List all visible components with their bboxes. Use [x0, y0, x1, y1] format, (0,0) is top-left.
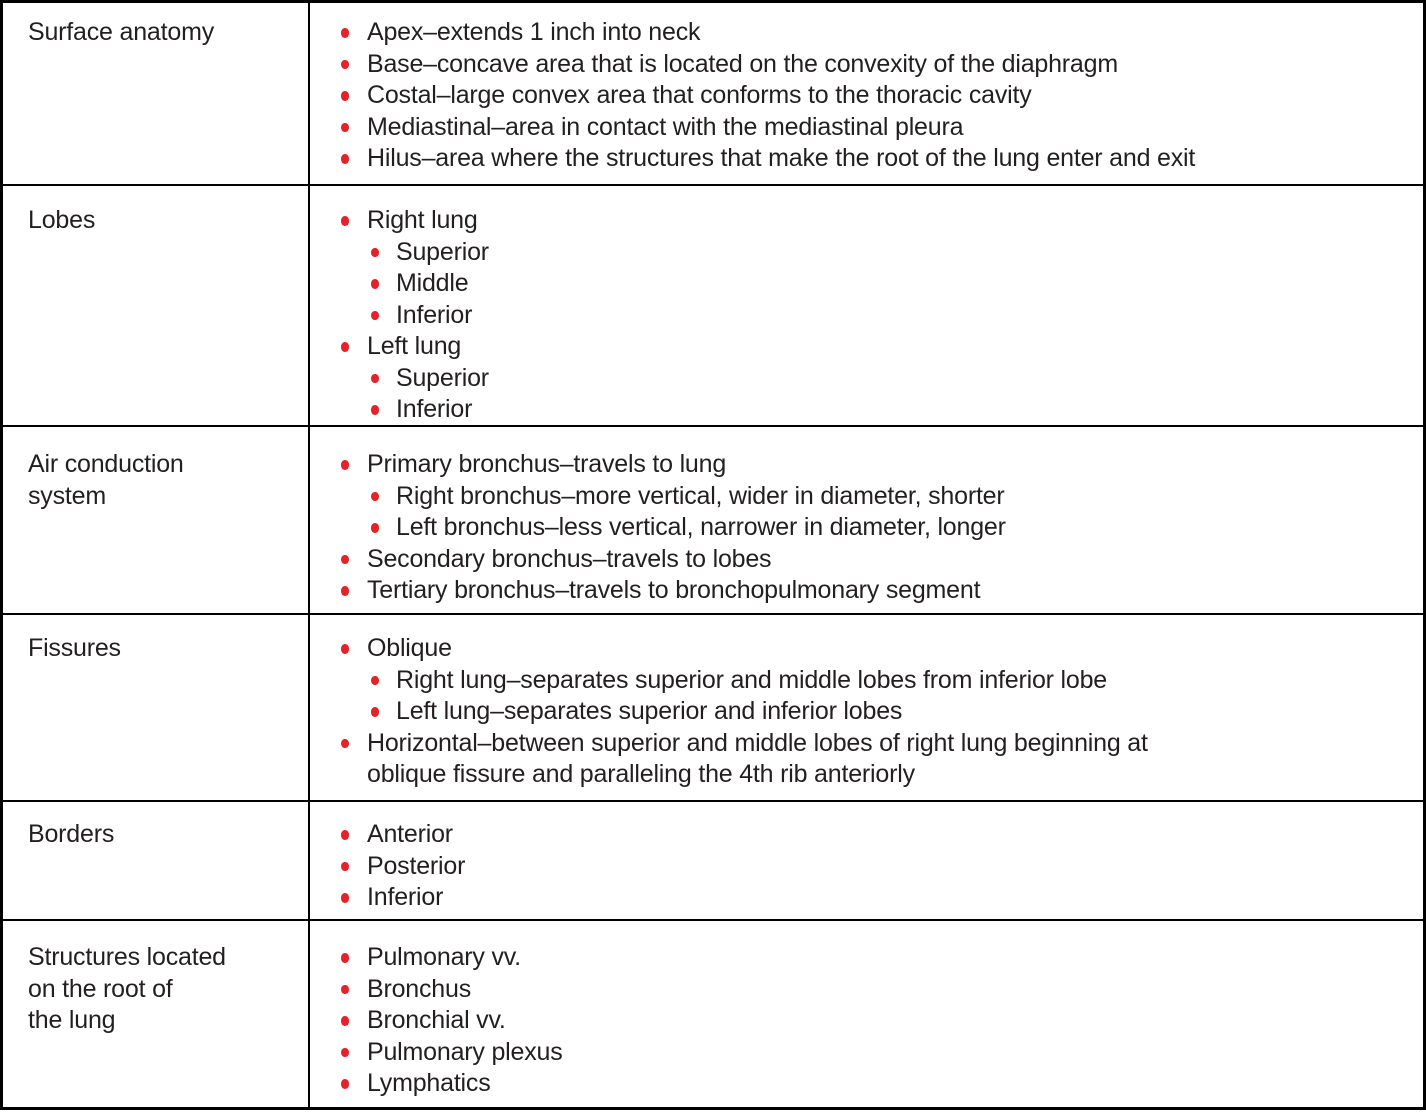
list-item-line: Inferior: [396, 395, 473, 423]
list-item: [310, 1068, 1423, 1100]
list-item-text: [367, 819, 1423, 851]
list-item: [310, 49, 1423, 81]
list-item-text: [396, 268, 1423, 300]
bullet-icon: [341, 28, 349, 38]
list-item: [310, 1005, 1423, 1037]
bullet-list: [310, 17, 1423, 175]
list-item-line: Costal–large convex area that conforms to the thoracic cavity: [367, 81, 1032, 109]
bullet-icon: [341, 460, 349, 470]
list-item-text: [367, 974, 1423, 1006]
bullet-icon: [341, 91, 349, 101]
bullet-icon: [341, 985, 349, 995]
table-row: [3, 919, 1423, 1107]
list-item-line: Right lung–separates superior and middle lobes from inferior lobe: [396, 665, 1108, 694]
row-label-cell: [3, 427, 310, 613]
list-item-line: Bronchus: [367, 974, 472, 1003]
bullet-list: [310, 633, 1423, 791]
row-label-cell: [3, 802, 310, 919]
list-item: [310, 728, 1423, 791]
list-item: [310, 112, 1423, 144]
list-item-line: Tertiary bronchus–travels to bronchopulmonary segment: [367, 576, 981, 604]
bullet-icon: [341, 216, 349, 226]
list-item-line: Superior: [396, 237, 489, 266]
list-item-text: [396, 512, 1423, 544]
list-item-line: Mediastinal–area in contact with the mediastinal pleura: [367, 112, 964, 141]
list-item-text: [396, 300, 1423, 332]
list-item: [310, 481, 1423, 513]
bullet-icon: [341, 1048, 349, 1058]
row-label-cell: [3, 615, 310, 800]
list-item-text: [367, 49, 1423, 81]
bullet-icon: [371, 523, 379, 533]
list-item: [310, 1037, 1423, 1069]
bullet-icon: [341, 830, 349, 840]
list-item-text: [396, 665, 1423, 697]
row-content-cell: [310, 921, 1423, 1107]
row-content-cell: [310, 615, 1423, 800]
bullet-icon: [371, 311, 379, 321]
bullet-icon: [341, 862, 349, 872]
list-item: [310, 544, 1423, 576]
list-item: [310, 237, 1423, 269]
list-item-text: [396, 363, 1423, 395]
list-item-line: Pulmonary plexus: [367, 1037, 563, 1066]
list-item-line: Left lung–separates superior and inferior lobes: [396, 697, 903, 725]
bullet-icon: [341, 342, 349, 352]
list-item: [310, 80, 1423, 112]
list-item-line: Left lung: [367, 332, 462, 360]
row-label: on the root of: [28, 974, 173, 1003]
list-item-text: [367, 1068, 1423, 1100]
list-item-line: Bronchial vv.: [367, 1006, 506, 1034]
list-item-line: Left bronchus–less vertical, narrower in diameter, longer: [396, 513, 1006, 541]
list-item-line: Base–concave area that is located on the convexity of the diaphragm: [367, 49, 1118, 78]
table-row: [3, 425, 1423, 613]
list-item: [310, 575, 1423, 607]
list-item: [310, 449, 1423, 481]
list-item-text: [367, 728, 1423, 791]
row-label: Air conduction: [28, 450, 184, 478]
list-item: [310, 205, 1423, 237]
bullet-icon: [371, 676, 379, 686]
list-item-line: Lymphatics: [367, 1069, 491, 1097]
list-item-text: [367, 851, 1423, 883]
list-item-text: [367, 112, 1423, 144]
row-label-cell: [3, 186, 310, 425]
list-item-line: Primary bronchus–travels to lung: [367, 450, 727, 478]
list-item-line: Apex–extends 1 inch into neck: [367, 18, 701, 46]
list-item: [310, 633, 1423, 665]
list-item: [310, 819, 1423, 851]
table-row: [3, 3, 1423, 184]
list-item-text: [367, 205, 1423, 237]
list-item-text: [367, 544, 1423, 576]
list-item-line: Oblique: [367, 634, 452, 662]
row-label: Structures located: [28, 943, 226, 971]
row-label: Surface anatomy: [28, 18, 214, 46]
table-row: [3, 613, 1423, 800]
row-content-cell: [310, 186, 1423, 425]
list-item-text: [367, 633, 1423, 665]
list-item-line: Anterior: [367, 820, 453, 848]
list-item: [310, 394, 1423, 425]
bullet-icon: [341, 1079, 349, 1089]
bullet-icon: [371, 374, 379, 384]
table-row: [3, 184, 1423, 425]
list-item-text: [396, 237, 1423, 269]
list-item-text: [367, 449, 1423, 481]
bullet-list: [310, 205, 1423, 425]
bullet-icon: [371, 248, 379, 258]
list-item-line: Horizontal–between superior and middle lobes of right lung beginning at: [367, 728, 1148, 757]
bullet-icon: [341, 555, 349, 565]
list-item-line: Posterior: [367, 851, 466, 880]
bullet-list: [310, 942, 1423, 1100]
list-item: [310, 143, 1423, 175]
list-item-line: Right bronchus–more vertical, wider in diameter, shorter: [396, 481, 1005, 510]
list-item: [310, 942, 1423, 974]
list-item-line: Inferior: [367, 883, 444, 911]
list-item: [310, 974, 1423, 1006]
list-item-text: [367, 1005, 1423, 1037]
table-row: [3, 800, 1423, 919]
list-item-line: Secondary bronchus–travels to lobes: [367, 544, 772, 573]
row-content-cell: [310, 802, 1423, 919]
list-item-text: [367, 882, 1423, 914]
list-item-line: Superior: [396, 363, 489, 392]
list-item-text: [367, 17, 1423, 49]
bullet-icon: [371, 492, 379, 502]
list-item: [310, 665, 1423, 697]
bullet-icon: [371, 707, 379, 717]
bullet-list: [310, 819, 1423, 914]
list-item: [310, 512, 1423, 544]
bullet-icon: [341, 586, 349, 596]
list-item-text: [367, 1037, 1423, 1069]
bullet-icon: [341, 1016, 349, 1026]
list-item: [310, 17, 1423, 49]
list-item-text: [396, 696, 1423, 728]
bullet-icon: [371, 405, 379, 415]
row-label: Lobes: [28, 206, 96, 234]
list-item: [310, 268, 1423, 300]
row-label: Fissures: [28, 634, 121, 662]
bullet-icon: [341, 893, 349, 903]
bullet-icon: [341, 60, 349, 70]
list-item: [310, 331, 1423, 363]
list-item-text: [367, 331, 1423, 363]
list-item-text: [367, 143, 1423, 175]
list-item-line: Pulmonary vv.: [367, 943, 521, 971]
row-label-cell: [3, 3, 310, 184]
list-item: [310, 696, 1423, 728]
bullet-icon: [341, 644, 349, 654]
row-label-cell: [3, 921, 310, 1107]
list-item-text: [367, 80, 1423, 112]
list-item: [310, 882, 1423, 914]
list-item-line: Right lung: [367, 206, 478, 234]
list-item-line: Hilus–area where the structures that make the root of the lung enter and exit: [367, 144, 1196, 172]
row-label: system: [28, 481, 106, 510]
list-item-text: [396, 394, 1423, 425]
list-item: [310, 851, 1423, 883]
list-item-line: Middle: [396, 269, 469, 297]
bullet-list: [310, 449, 1423, 607]
bullet-icon: [341, 123, 349, 133]
row-label: the lung: [28, 1006, 116, 1034]
list-item-text: [367, 942, 1423, 974]
list-item-line: Inferior: [396, 300, 473, 329]
bullet-icon: [341, 739, 349, 749]
row-content-cell: [310, 3, 1423, 184]
list-item-line: oblique fissure and paralleling the 4th rib anteriorly: [367, 760, 915, 788]
bullet-icon: [341, 953, 349, 963]
list-item: [310, 363, 1423, 395]
bullet-icon: [341, 154, 349, 164]
list-item-text: [396, 481, 1423, 513]
list-item-text: [367, 575, 1423, 607]
bullet-icon: [371, 279, 379, 289]
list-item: [310, 300, 1423, 332]
row-content-cell: [310, 427, 1423, 613]
row-label: Borders: [28, 820, 115, 848]
